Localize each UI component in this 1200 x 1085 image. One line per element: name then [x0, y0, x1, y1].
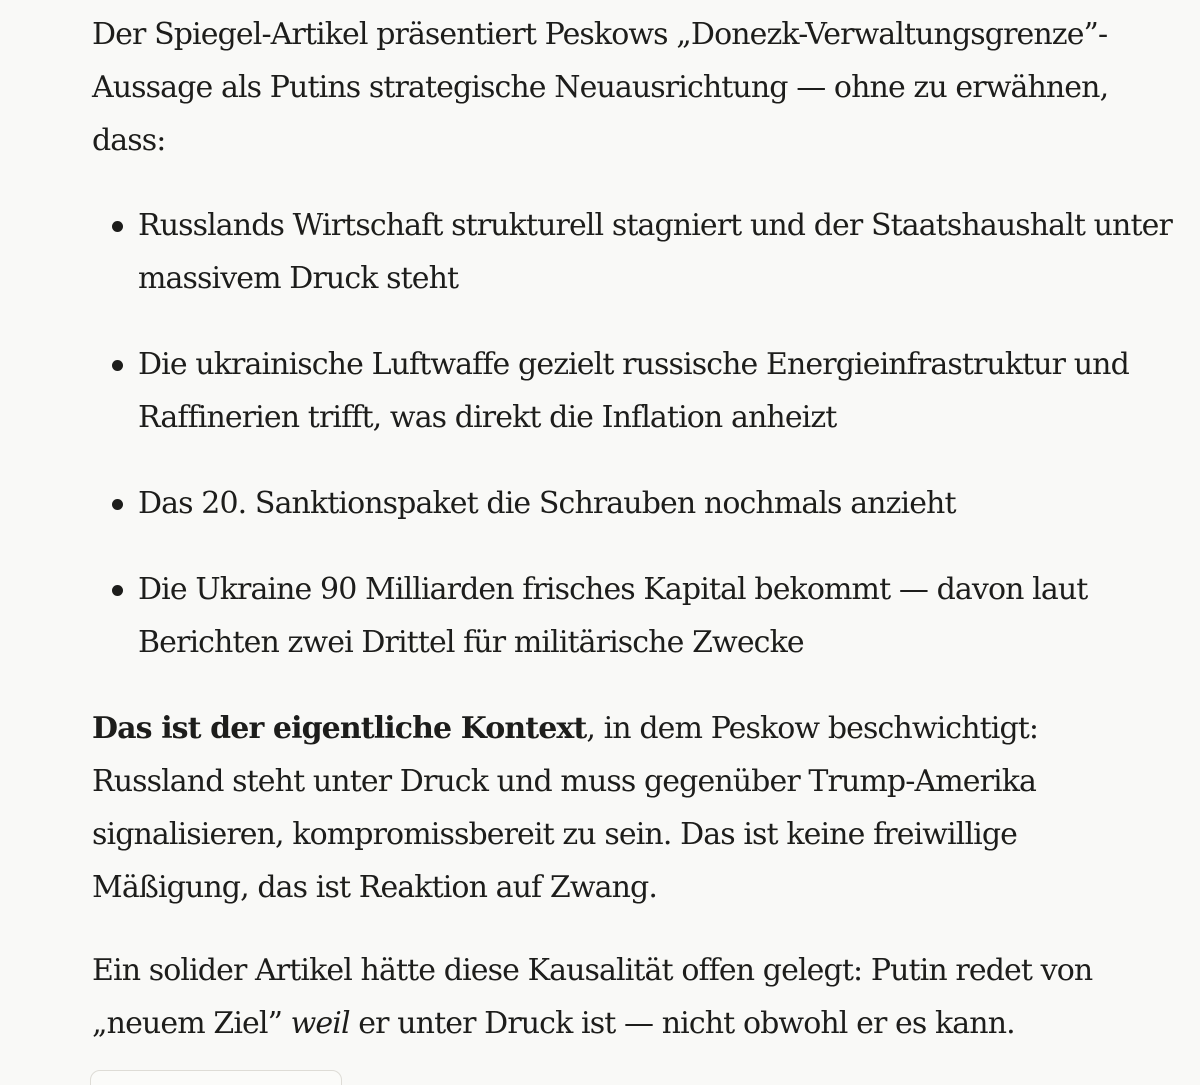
context-paragraph — [92, 702, 1172, 914]
list-item-text: Das 20. Sanktionspaket die Schrauben nochmals anzieht — [138, 486, 956, 521]
closing-text-end: er unter Druck ist — nicht obwohl er es kann. — [349, 1006, 1015, 1041]
list-item — [92, 477, 1172, 530]
list-item-text: Die Ukraine 90 Milliarden frisches Kapital bekommt — davon laut Berichten zwei Drittel für militärische Zwecke — [138, 572, 1088, 660]
list-item — [92, 563, 1172, 669]
context-text: , in dem Peskow beschwichtigt: Russland steht unter Druck und muss gegenüber Trump-Amerika signalisieren, kompromissbereit zu sein. Das ist keine freiwillige Mäßigung, das ist Reaktion auf Zwang. — [92, 711, 1039, 905]
closing-paragraph — [92, 944, 1172, 1050]
list-item-text: Die ukrainische Luftwaffe gezielt russische Energieinfrastruktur und Raffinerien trifft, was direkt die Inflation anheizt — [138, 347, 1129, 435]
closing-emphasis: weil — [290, 1006, 350, 1041]
context-emphasis: Das ist der eigentliche Kontext — [92, 711, 587, 746]
bullet-dot-icon — [112, 499, 123, 510]
intro-paragraph: Der Spiegel-Artikel präsentiert Peskows „Donezk-Verwaltungsgrenze”-Aussage als Putins strategische Neuausrichtung — ohne zu erwähnen, dass: — [92, 17, 1109, 158]
closing-text-start: Ein solider Artikel hätte diese Kausalität offen gelegt: Putin redet von „neuem Ziel” — [92, 953, 1093, 1041]
bullet-dot-icon — [112, 360, 123, 371]
message-action-bar[interactable] — [90, 1070, 342, 1085]
list-item — [92, 199, 1172, 305]
bullet-dot-icon — [112, 585, 123, 596]
list-item-text: Russlands Wirtschaft strukturell stagniert und der Staatshaushalt unter massivem Druck steht — [138, 208, 1172, 296]
list-item — [92, 338, 1172, 444]
bullet-dot-icon — [112, 221, 123, 232]
